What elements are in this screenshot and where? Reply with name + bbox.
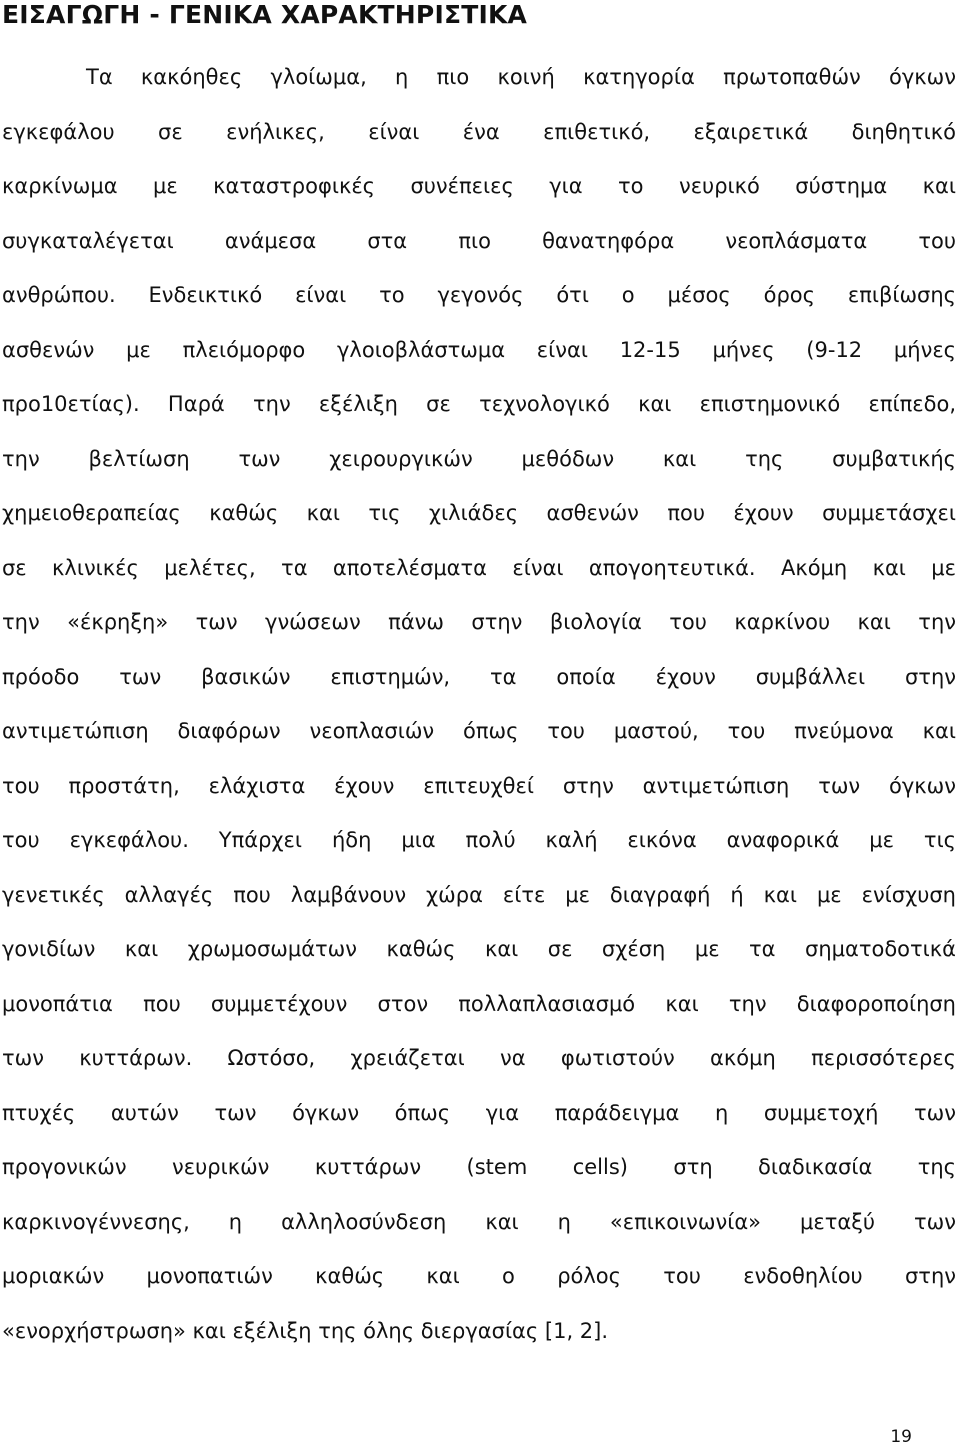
paragraph-line: αντιμετώπιση διαφόρων νεοπλασιών όπως του μαστού, του πνεύμονα και	[2, 719, 956, 743]
paragraph-line: προ10ετίας). Παρά την εξέλιξη σε τεχνολογικό και επιστημονικό επίπεδο,	[2, 392, 956, 416]
paragraph-line: γονιδίων και χρωμοσωμάτων καθώς και σε σχέση με τα σηματοδοτικά	[2, 937, 956, 961]
paragraph-line: σε κλινικές μελέτες, τα αποτελέσματα είναι απογοητευτικά. Ακόμη και με	[2, 555, 956, 580]
paragraph-line: του εγκεφάλου. Υπάρχει ήδη μια πολύ καλή εικόνα αναφορικά με τις	[2, 828, 956, 852]
paragraph-line: ασθενών με πλειόμορφο γλοιοβλάστωμα είναι 12-15 μήνες (9-12 μήνες	[2, 337, 956, 362]
paragraph-line: μονοπάτια που συμμετέχουν στον πολλαπλασιασμό και την διαφοροποίηση	[2, 991, 956, 1016]
paragraph-line: συγκαταλέγεται ανάμεσα στα πιο θανατηφόρα νεοπλάσματα του	[2, 228, 956, 253]
paragraph-line: καρκινογέννεσης, η αλληλοσύνδεση και η «επικοινωνία» μεταξύ των	[2, 1209, 956, 1234]
paragraph-line: πτυχές αυτών των όγκων όπως για παράδειγμα η συμμετοχή των	[2, 1100, 956, 1125]
section-heading: ΕΙΣΑΓΩΓΗ - ΓΕΝΙΚΑ ΧΑΡΑΚΤΗΡΙΣΤΙΚΑ	[2, 0, 528, 29]
paragraph-line: του προστάτη, ελάχιστα έχουν επιτευχθεί στην αντιμετώπιση των όγκων	[2, 773, 956, 798]
paragraph-line: εγκεφάλου σε ενήλικες, είναι ένα επιθετικό, εξαιρετικά διηθητικό	[2, 119, 956, 144]
paragraph-line: την βελτίωση των χειρουργικών μεθόδων και της συμβατικής	[2, 446, 956, 471]
paragraph-line: προγονικών νευρικών κυττάρων (stem cells) στη διαδικασία της	[2, 1155, 956, 1179]
paragraph-line: γενετικές αλλαγές που λαμβάνουν χώρα είτε με διαγραφή ή και με ενίσχυση	[2, 882, 956, 907]
paragraph-line: καρκίνωμα με καταστροφικές συνέπειες για το νευρικό σύστημα και	[2, 174, 956, 198]
paragraph-line: χημειοθεραπείας καθώς και τις χιλιάδες ασθενών που έχουν συμμετάσχει	[2, 501, 956, 525]
paragraph-line: πρόοδο των βασικών επιστημών, τα οποία έχουν συμβάλλει στην	[2, 664, 956, 689]
page-number: 19	[890, 1427, 912, 1447]
paragraph-line: μοριακών μονοπατιών καθώς και ο ρόλος του ενδοθηλίου στην	[2, 1264, 956, 1288]
paragraph-line: των κυττάρων. Ωστόσο, χρειάζεται να φωτιστούν ακόμη περισσότερες	[2, 1046, 956, 1070]
body-paragraph	[2, 50, 956, 1358]
paragraph-line: «ενορχήστρωση» και εξέλιξη της όλης διεργασίας [1, 2].	[2, 1318, 609, 1343]
paragraph-line: ανθρώπου. Ενδεικτικό είναι το γεγονός ότι ο μέσος όρος επιβίωσης	[2, 283, 956, 307]
paragraph-line: Τα κακόηθες γλοίωμα, η πιο κοινή κατηγορία πρωτοπαθών όγκων	[86, 65, 956, 89]
paragraph-line: την «έκρηξη» των γνώσεων πάνω στην βιολογία του καρκίνου και την	[2, 610, 956, 634]
